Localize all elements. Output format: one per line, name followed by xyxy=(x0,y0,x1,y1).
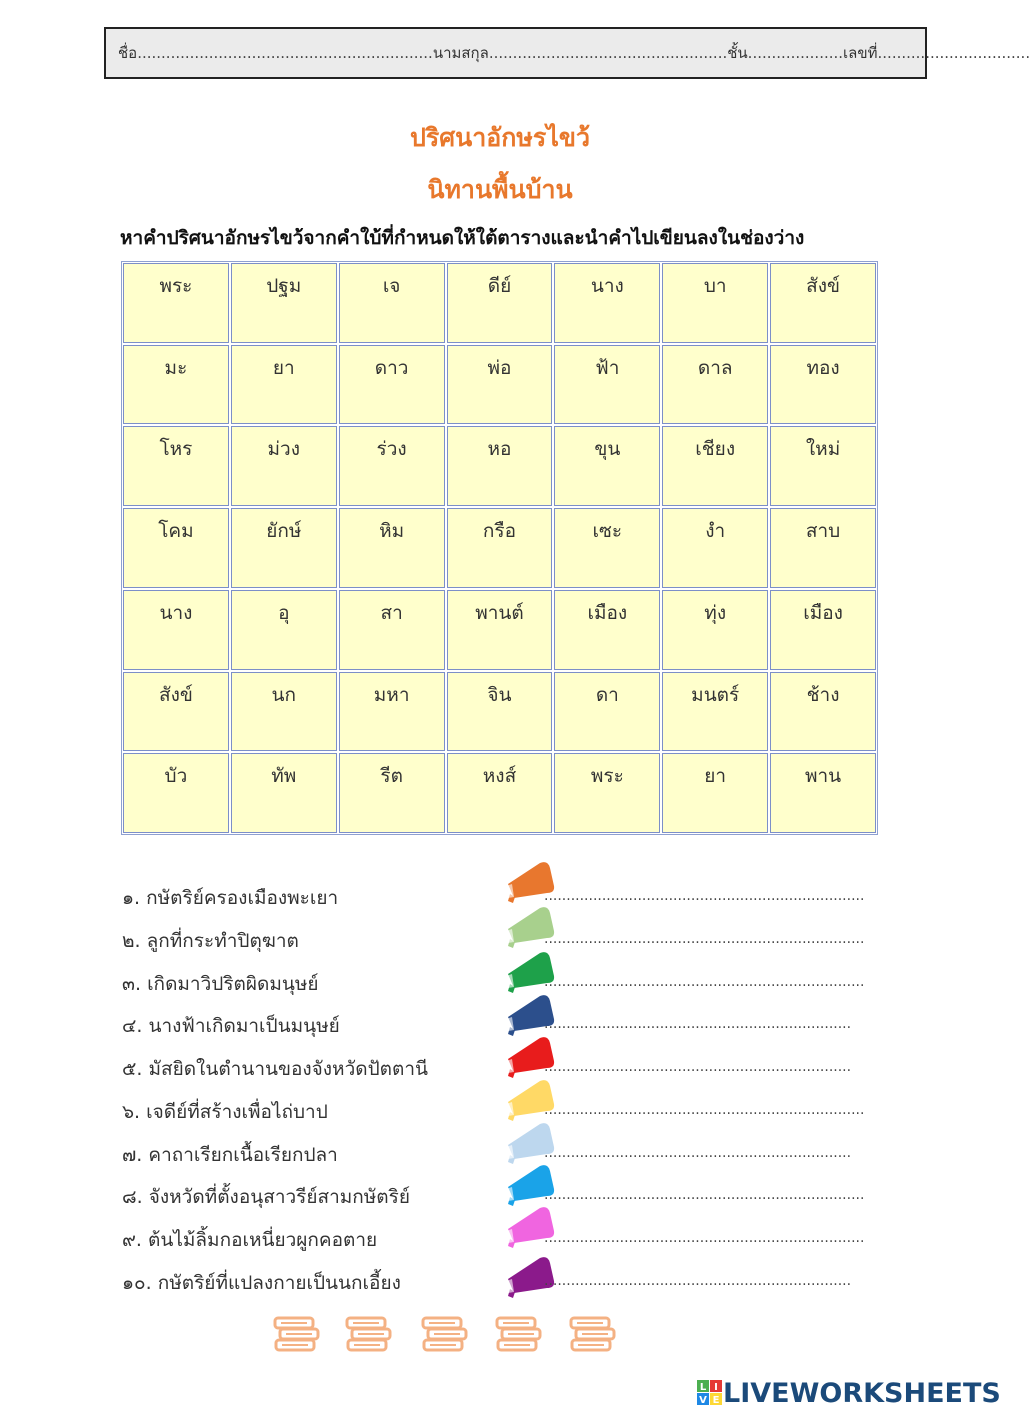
grid-cell[interactable]: สาบ xyxy=(770,508,876,588)
grid-cell[interactable]: เชียง xyxy=(662,426,768,506)
grid-cell[interactable]: ดาว xyxy=(339,345,445,425)
grid-cell[interactable]: เซะ xyxy=(554,508,660,588)
clue-text: ๙. ต้นไม้ลิ้มกอเหนี่ยวผูกคอตาย xyxy=(122,1229,378,1251)
class-label: ชั้น xyxy=(727,44,748,62)
books-icon xyxy=(344,1310,394,1358)
clue-text: ๘. จังหวัดที่ตั้งอนุสาวรีย์สามกษัตริย์ xyxy=(122,1186,410,1208)
grid-cell[interactable]: ดา xyxy=(554,672,660,752)
grid-cell[interactable]: พานต์ xyxy=(447,590,553,670)
grid-cell[interactable]: พระ xyxy=(123,263,229,343)
clue-text: ๖. เจดีย์ที่สร้างเพื่อไถ่บาป xyxy=(122,1101,328,1123)
grid-cell[interactable]: บัว xyxy=(123,753,229,833)
grid-cell[interactable]: ปฐม xyxy=(231,263,337,343)
clue-text: ๓. เกิดมาวิปริตผิดมนุษย์ xyxy=(122,973,319,995)
grid-cell[interactable]: หิม xyxy=(339,508,445,588)
logo-text: LIVEWORKSHEETS xyxy=(723,1377,1001,1409)
grid-cell[interactable]: รีต xyxy=(339,753,445,833)
clue-text: ๑. กษัตริย์ครองเมืองพะเยา xyxy=(122,887,339,909)
liveworksheets-logo xyxy=(697,1376,1001,1410)
logo-block-letter: I xyxy=(714,1382,718,1393)
book-decoration-row xyxy=(0,1310,1000,1362)
books-icon xyxy=(272,1310,322,1358)
grid-cell[interactable]: เมือง xyxy=(554,590,660,670)
grid-cell[interactable]: พระ xyxy=(554,753,660,833)
answer-line[interactable]: ........................................................................ xyxy=(544,931,865,947)
grid-cell[interactable]: สังข์ xyxy=(123,672,229,752)
grid-cell[interactable]: บา xyxy=(662,263,768,343)
grid-cell[interactable]: กรือ xyxy=(447,508,553,588)
logo-block-letter: E xyxy=(712,1395,720,1406)
grid-cell[interactable]: ยา xyxy=(231,345,337,425)
answer-line[interactable]: ........................................................................ xyxy=(544,974,865,990)
grid-cell[interactable]: ดีย์ xyxy=(447,263,553,343)
clue-text: ๑๐. กษัตริย์ที่แปลงกายเป็นนกเอี้ยง xyxy=(122,1272,401,1294)
grid-cell[interactable]: โคม xyxy=(123,508,229,588)
books-icon xyxy=(568,1310,618,1358)
grid-cell[interactable]: ฟ้า xyxy=(554,345,660,425)
grid-cell[interactable]: พ่อ xyxy=(447,345,553,425)
crossword-grid xyxy=(121,261,878,835)
logo-blocks-icon xyxy=(697,1380,723,1406)
answer-line[interactable]: ........................................................................ xyxy=(544,1187,865,1203)
clue-text: ๔. นางฟ้าเกิดมาเป็นมนุษย์ xyxy=(122,1015,340,1037)
answer-line[interactable]: ........................................................................ xyxy=(544,888,865,904)
grid-cell[interactable]: เมือง xyxy=(770,590,876,670)
grid-cell[interactable]: โหร xyxy=(123,426,229,506)
answer-line[interactable]: ..................................................................... xyxy=(544,1145,852,1161)
instruction-text: หาคำปริศนาอักษรไขว้จากคำใบ้ที่กำหนดให้ใต้ตารางและนำคำไปเขียนลงในช่องว่าง xyxy=(120,227,805,249)
class-field[interactable]: .................... xyxy=(747,44,844,62)
grid-cell[interactable]: อุ xyxy=(231,590,337,670)
grid-cell[interactable]: ใหม่ xyxy=(770,426,876,506)
grid-cell[interactable]: สังข์ xyxy=(770,263,876,343)
page-subtitle: นิทานพื้นบ้าน xyxy=(427,175,573,204)
grid-cell[interactable]: หงส์ xyxy=(447,753,553,833)
answer-line[interactable]: ........................................................................ xyxy=(544,1230,865,1246)
answer-line[interactable]: ..................................................................... xyxy=(544,1059,852,1075)
grid-cell[interactable]: ดาล xyxy=(662,345,768,425)
grid-cell[interactable]: ทัพ xyxy=(231,753,337,833)
logo-block-letter: L xyxy=(699,1382,707,1393)
name-label: ชื่อ xyxy=(118,44,138,62)
grid-cell[interactable]: นาง xyxy=(123,590,229,670)
grid-cell[interactable]: ยักษ์ xyxy=(231,508,337,588)
clue-text: ๒. ลูกที่กระทำปิตุฆาต xyxy=(122,930,299,952)
grid-cell[interactable]: ยา xyxy=(662,753,768,833)
grid-cell[interactable]: งำ xyxy=(662,508,768,588)
grid-cell[interactable]: ทุ่ง xyxy=(662,590,768,670)
grid-cell[interactable]: มหา xyxy=(339,672,445,752)
clue-text: ๗. คาถาเรียกเนื้อเรียกปลา xyxy=(122,1144,338,1166)
name-field[interactable]: .............................................................. xyxy=(137,44,433,62)
surname-label: นามสกุล xyxy=(432,44,489,62)
books-icon xyxy=(420,1310,470,1358)
grid-cell[interactable]: มนตร์ xyxy=(662,672,768,752)
grid-cell[interactable]: นก xyxy=(231,672,337,752)
grid-cell[interactable]: มะ xyxy=(123,345,229,425)
grid-cell[interactable]: นาง xyxy=(554,263,660,343)
grid-cell[interactable]: หอ xyxy=(447,426,553,506)
grid-cell[interactable]: ร่วง xyxy=(339,426,445,506)
grid-cell[interactable]: ทอง xyxy=(770,345,876,425)
number-field[interactable]: ................................ xyxy=(877,44,1030,62)
grid-cell[interactable]: จิน xyxy=(447,672,553,752)
grid-cell[interactable]: ช้าง xyxy=(770,672,876,752)
surname-field[interactable]: .................................................. xyxy=(488,44,728,62)
page-title: ปริศนาอักษรไขว้ xyxy=(409,123,591,152)
answer-line[interactable]: ..................................................................... xyxy=(544,1273,852,1289)
grid-cell[interactable]: ม่วง xyxy=(231,426,337,506)
books-icon xyxy=(494,1310,544,1358)
logo-block-letter: V xyxy=(699,1395,707,1406)
grid-cell[interactable]: ขุน xyxy=(554,426,660,506)
answer-line[interactable]: ........................................................................ xyxy=(544,1102,865,1118)
grid-cell[interactable]: พาน xyxy=(770,753,876,833)
student-info-box xyxy=(104,27,1030,79)
number-label: เลขที่ xyxy=(843,44,878,62)
grid-cell[interactable]: เจ xyxy=(339,263,445,343)
clue-text: ๕. มัสยิดในตำนานของจังหวัดปัตตานี xyxy=(122,1058,428,1080)
answer-line[interactable]: ..................................................................... xyxy=(544,1016,852,1032)
grid-cell[interactable]: สา xyxy=(339,590,445,670)
